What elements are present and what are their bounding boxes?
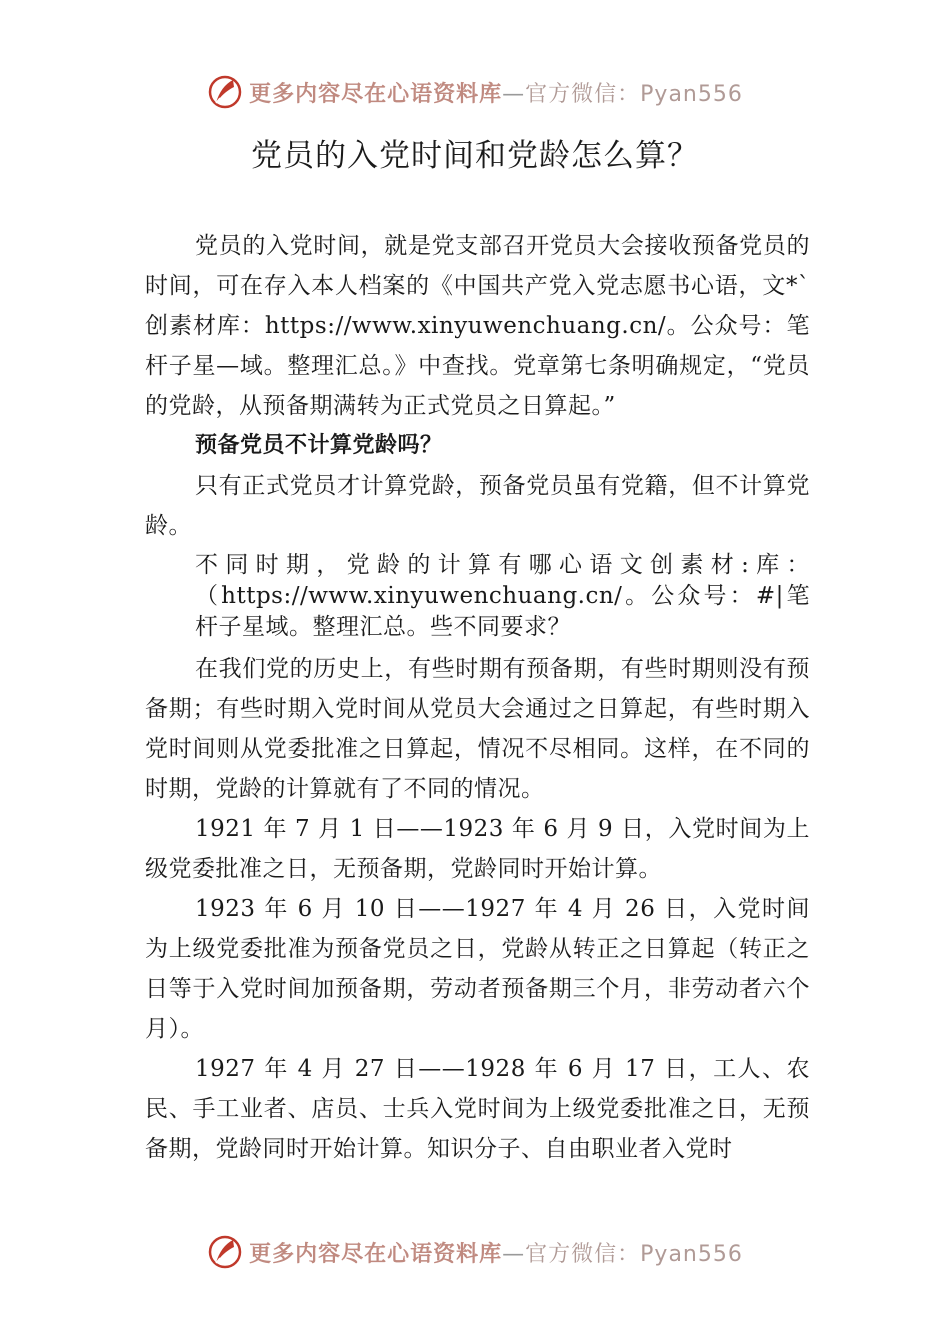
banner-separator: — bbox=[502, 81, 526, 107]
paragraph-5: 1921 年 7 月 1 日——1923 年 6 月 9 日，入党时间为上级党委批准之日，无预备期，党龄同时开始计算。 bbox=[145, 816, 810, 882]
header-banner bbox=[0, 72, 950, 112]
banner-separator: — bbox=[502, 1241, 526, 1267]
paragraph-3: 不同时期，党龄的计算有哪心语文创素材:库：（https://www.xinyuwenchuang.cn/。公众号：#|笔杆子星域。整理汇总。些不同要求？ bbox=[195, 552, 810, 640]
banner-wechat-text: 官方微信：Pyan556 bbox=[525, 81, 743, 107]
page-title: 党员的入党时间和党龄怎么算？ bbox=[251, 138, 699, 174]
quill-circle-logo-icon bbox=[207, 74, 243, 110]
banner-site-text: 更多内容尽在心语资料库 bbox=[249, 81, 503, 107]
document-body bbox=[145, 226, 810, 1169]
banner-site-text: 更多内容尽在心语资料库 bbox=[249, 1241, 503, 1267]
paragraph-4: 在我们党的历史上，有些时期有预备期，有些时期则没有预备期；有些时期入党时间从党员大会通过之日算起，有些时期入党时间则从党委批准之日算起，情况不尽相同。这样，在不同的时期，党龄的计算就有了不同的情况。 bbox=[145, 656, 810, 802]
section-heading: 预备党员不计算党龄吗？ bbox=[195, 433, 443, 458]
paragraph-2: 只有正式党员才计算党龄，预备党员虽有党籍，但不计算党龄。 bbox=[145, 473, 810, 539]
footer-banner bbox=[0, 1232, 950, 1272]
paragraph-6: 1923 年 6 月 10 日——1927 年 4 月 26 日，入党时间为上级党委批准为预备党员之日，党龄从转正之日算起（转正之日等于入党时间加预备期，劳动者预备期三个月，非劳动者六个月）。 bbox=[145, 896, 810, 1042]
banner-wechat-text: 官方微信：Pyan556 bbox=[525, 1241, 743, 1267]
paragraph-7: 1927 年 4 月 27 日——1928 年 6 月 17 日，工人、农民、手工业者、店员、士兵入党时间为上级党委批准之日，无预备期，党龄同时开始计算。知识分子、自由职业者入党时 bbox=[145, 1056, 810, 1162]
quill-circle-logo-icon bbox=[207, 1234, 243, 1270]
banner-text bbox=[249, 77, 743, 108]
paragraph-1: 党员的入党时间，就是党支部召开党员大会接收预备党员的时间，可在存入本人档案的《中国共产党入党志愿书心语，文*`创素材库：https://www.xinyuwenchuang.cn/。公众号：笔杆子星—域。整理汇总。》中查找。党章第七条明确规定，“党员的党龄，从预备期满转为正式党员之日算起。” bbox=[145, 233, 810, 419]
banner-text bbox=[249, 1237, 743, 1268]
